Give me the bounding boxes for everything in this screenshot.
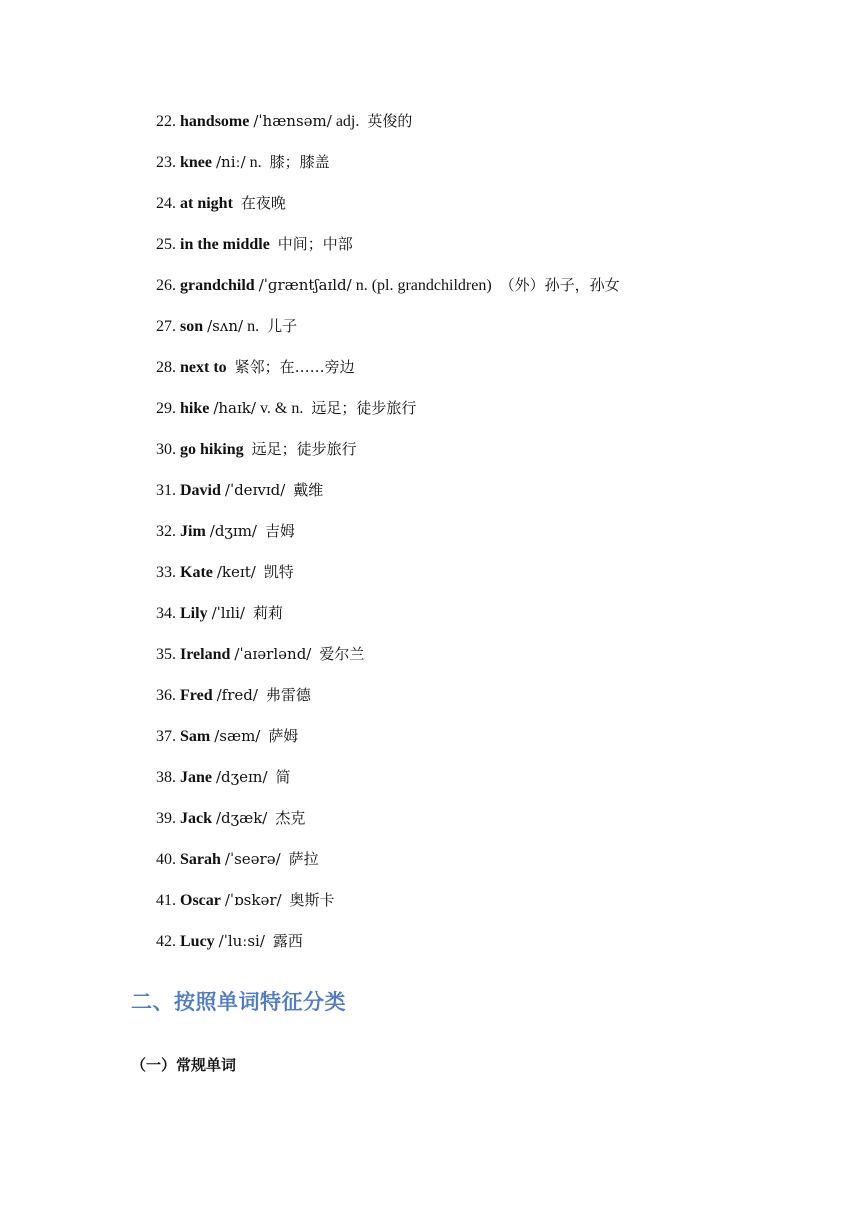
vocab-item [156, 313, 816, 354]
vocab-meaning: 弗雷德 [265, 686, 311, 704]
vocab-number: 23. [156, 154, 176, 171]
vocab-number: 34. [156, 605, 176, 622]
vocab-number: 26. [156, 277, 176, 294]
vocab-word: David [180, 482, 221, 499]
vocab-number: 30. [156, 441, 176, 458]
vocab-phonetic: /ˈɡræntʃaɪld/ [258, 276, 352, 294]
vocab-meaning: 凯特 [263, 563, 294, 581]
vocab-phonetic: /ˈluːsi/ [218, 932, 265, 950]
vocab-phonetic: /ˈhænsəm/ [253, 112, 332, 130]
vocab-word: knee [180, 154, 212, 171]
vocab-item [156, 600, 816, 641]
vocab-number: 29. [156, 400, 176, 417]
vocab-meaning: 杰克 [275, 809, 306, 827]
vocab-item [156, 149, 816, 190]
vocab-item [156, 436, 816, 477]
vocab-number: 40. [156, 851, 176, 868]
vocab-phonetic: /dʒæk/ [216, 809, 268, 827]
vocab-word: go hiking [180, 441, 244, 458]
vocab-word: next to [180, 359, 227, 376]
vocab-part-of-speech: adj. [335, 113, 360, 130]
section-heading: 二、按照单词特征分类 [131, 990, 346, 1014]
vocab-phonetic: /ˈdeɪvɪd/ [224, 481, 286, 499]
vocab-word: handsome [180, 113, 250, 130]
vocab-phonetic: /ˈɒskər/ [224, 891, 282, 909]
vocab-number: 36. [156, 687, 176, 704]
vocab-word: Jane [180, 769, 212, 786]
vocab-meaning: 莉莉 [252, 604, 283, 622]
vocab-word: Sam [180, 728, 211, 745]
vocab-item [156, 518, 816, 559]
vocab-phonetic: /fred/ [216, 686, 258, 704]
vocab-part-of-speech: n. (pl. grandchildren) [355, 277, 492, 294]
vocab-item [156, 928, 816, 969]
vocab-meaning: 戴维 [293, 481, 324, 499]
vocab-item [156, 723, 816, 764]
vocab-meaning: 露西 [272, 932, 303, 950]
vocab-meaning: 萨姆 [268, 727, 299, 745]
vocab-word: in the middle [180, 236, 270, 253]
vocab-phonetic: /sæm/ [214, 727, 261, 745]
vocab-item [156, 805, 816, 846]
vocab-phonetic: /dʒɪm/ [209, 522, 257, 540]
sub-heading: （一）常规单词 [131, 1056, 237, 1074]
vocab-meaning: 儿子 [267, 317, 298, 335]
vocab-word: Jack [180, 810, 212, 827]
vocab-word: son [180, 318, 204, 335]
vocab-meaning: 紧邻；在……旁边 [234, 358, 355, 376]
vocab-phonetic: /dʒeɪn/ [216, 768, 268, 786]
vocab-number: 28. [156, 359, 176, 376]
vocab-item [156, 887, 816, 928]
vocab-word: Lucy [180, 933, 215, 950]
vocab-meaning: （外）孙子，孙女 [499, 276, 620, 294]
vocab-meaning: 膝；膝盖 [269, 153, 330, 171]
vocab-number: 38. [156, 769, 176, 786]
vocab-number: 39. [156, 810, 176, 827]
vocab-number: 22. [156, 113, 176, 130]
vocab-meaning: 萨拉 [288, 850, 319, 868]
vocab-part-of-speech: v. & n. [259, 400, 304, 417]
vocab-item [156, 231, 816, 272]
vocab-number: 27. [156, 318, 176, 335]
vocab-item [156, 108, 816, 149]
vocab-number: 24. [156, 195, 176, 212]
vocab-number: 41. [156, 892, 176, 909]
vocab-phonetic: /ˈlɪli/ [211, 604, 245, 622]
vocab-number: 31. [156, 482, 176, 499]
vocab-item [156, 559, 816, 600]
vocab-meaning: 远足；徒步旅行 [251, 440, 357, 458]
vocab-item [156, 682, 816, 723]
vocab-item [156, 354, 816, 395]
vocab-meaning: 远足；徒步旅行 [311, 399, 417, 417]
vocab-part-of-speech: n. [249, 154, 262, 171]
vocab-word: Ireland [180, 646, 231, 663]
vocab-phonetic: /niː/ [216, 153, 246, 171]
vocab-word: Sarah [180, 851, 221, 868]
vocab-number: 25. [156, 236, 176, 253]
vocab-meaning: 吉姆 [264, 522, 295, 540]
vocab-word: Jim [180, 523, 206, 540]
vocab-word: Fred [180, 687, 213, 704]
vocab-word: at night [180, 195, 233, 212]
vocab-word: Oscar [180, 892, 221, 909]
vocab-meaning: 在夜晚 [240, 194, 286, 212]
vocab-item [156, 764, 816, 805]
vocab-number: 35. [156, 646, 176, 663]
vocab-phonetic: /sʌn/ [207, 317, 244, 335]
vocab-word: grandchild [180, 277, 255, 294]
vocab-phonetic: /keɪt/ [216, 563, 256, 581]
vocab-phonetic: /ˈaɪərlənd/ [234, 645, 312, 663]
vocab-item [156, 477, 816, 518]
vocab-word: Lily [180, 605, 208, 622]
vocab-number: 33. [156, 564, 176, 581]
vocab-meaning: 简 [275, 768, 291, 786]
vocab-meaning: 爱尔兰 [319, 645, 365, 663]
vocab-word: hike [180, 400, 210, 417]
vocab-word: Kate [180, 564, 213, 581]
vocab-item [156, 395, 816, 436]
vocab-part-of-speech: n. [247, 318, 260, 335]
vocab-phonetic: /haɪk/ [213, 399, 256, 417]
vocab-number: 32. [156, 523, 176, 540]
vocab-number: 42. [156, 933, 176, 950]
vocab-meaning: 中间；中部 [277, 235, 353, 253]
vocab-item [156, 190, 816, 231]
vocab-meaning: 英俊的 [367, 112, 413, 130]
vocab-item [156, 846, 816, 887]
vocab-item [156, 641, 816, 682]
vocab-list [156, 108, 816, 969]
vocab-item [156, 272, 816, 313]
vocab-phonetic: /ˈseərə/ [224, 850, 281, 868]
vocab-meaning: 奥斯卡 [289, 891, 335, 909]
vocab-number: 37. [156, 728, 176, 745]
